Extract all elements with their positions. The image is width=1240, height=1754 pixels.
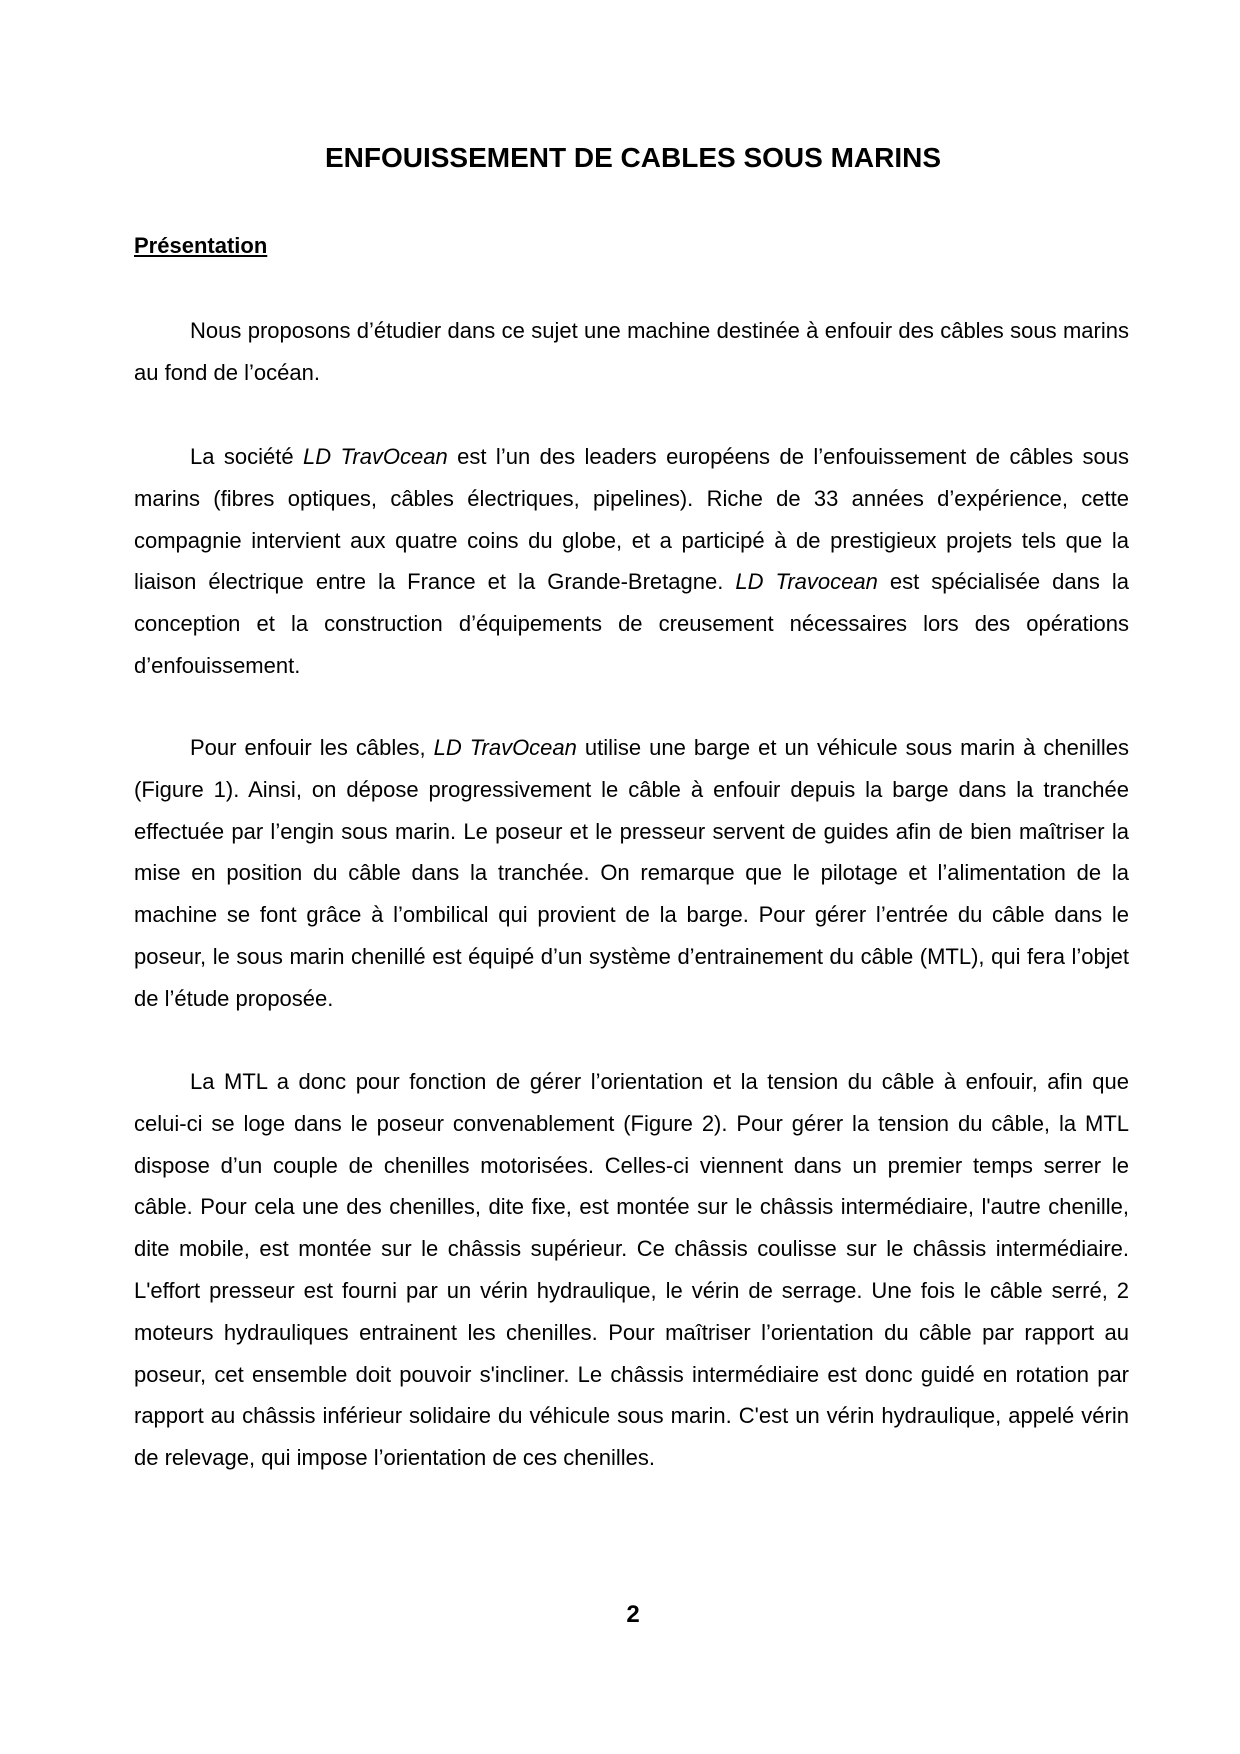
company-name: LD TravOcean [303,444,448,469]
paragraph-intro: Nous proposons d’étudier dans ce sujet une machine destinée à enfouir des câbles sous marins au fond de l’océan. [134,318,1129,385]
page-number: 2 [626,1601,640,1628]
paragraph-company-text-2: est l’un des leaders européens de l’enfouissement de câbles sous marins (fibres optiques, câbles électriques, pipelines). Riche de 33 années d’expérience, cette compagnie intervient aux quatre coins du globe, et a participé à de prestigieux projets tels que la liaison électrique entre la France et la Grande-Bretagne. [134,444,1129,595]
document-title: ENFOUISSEMENT DE CABLES SOUS MARINS [324,142,942,173]
paragraph-mtl: La MTL a donc pour fonction de gérer l’orientation et la tension du câble à enfouir, afin que celui-ci se loge dans le poseur convenablement (Figure 2). Pour gérer la tension du câble, la MTL dispose d’un couple de chenilles motorisées. Celles-ci viennent dans un premier temps serrer le câble. Pour cela une des chenilles, dite fixe, est montée sur le châssis intermédiaire, l'autre chenille, dite mobile, est montée sur le châssis supérieur. Ce châssis coulisse sur le châssis intermédiaire. L'effort presseur est fourni par un vérin hydraulique, le vérin de serrage. Une fois le câble serré, 2 moteurs hydrauliques entrainent les chenilles. Pour maîtriser l’orientation du câble par rapport au poseur, cet ensemble doit pouvoir s'incliner. Le châssis intermédiaire est donc guidé en rotation par rapport au châssis inférieur solidaire du véhicule sous marin. C'est un vérin hydraulique, appelé vérin de relevage, qui impose l’orientation de ces chenilles. [134,1069,1129,1471]
section-heading-presentation: Présentation [134,233,268,258]
paragraph-company-text-1: La société [190,444,304,469]
company-name: LD TravOcean [433,735,577,760]
paragraph-company-text-3: est spécialisée dans la conception et la construction d’équipements de creusement nécessaires lors des opérations d’enfouissement. [134,569,1129,678]
paragraph-company [134,436,1129,687]
paragraph-process [134,727,1129,1020]
paragraph-process-text-2: utilise une barge et un véhicule sous marin à chenilles (Figure 1). Ainsi, on dépose progressivement le câble à enfouir depuis la barge dans la tranchée effectuée par l’engin sous marin. Le poseur et le presseur servent de guides afin de bien maîtriser la mise en position du câble dans la tranchée. On remarque que le pilotage et l’alimentation de la machine se font grâce à l’ombilical qui provient de la barge. Pour gérer l’entrée du câble dans le poseur, le sous marin chenillé est équipé d’un système d’entrainement du câble (MTL), qui fera l’objet de l’étude proposée. [134,735,1129,1011]
company-name: LD Travocean [735,569,878,595]
paragraph-process-text-1: Pour enfouir les câbles, [190,735,434,760]
